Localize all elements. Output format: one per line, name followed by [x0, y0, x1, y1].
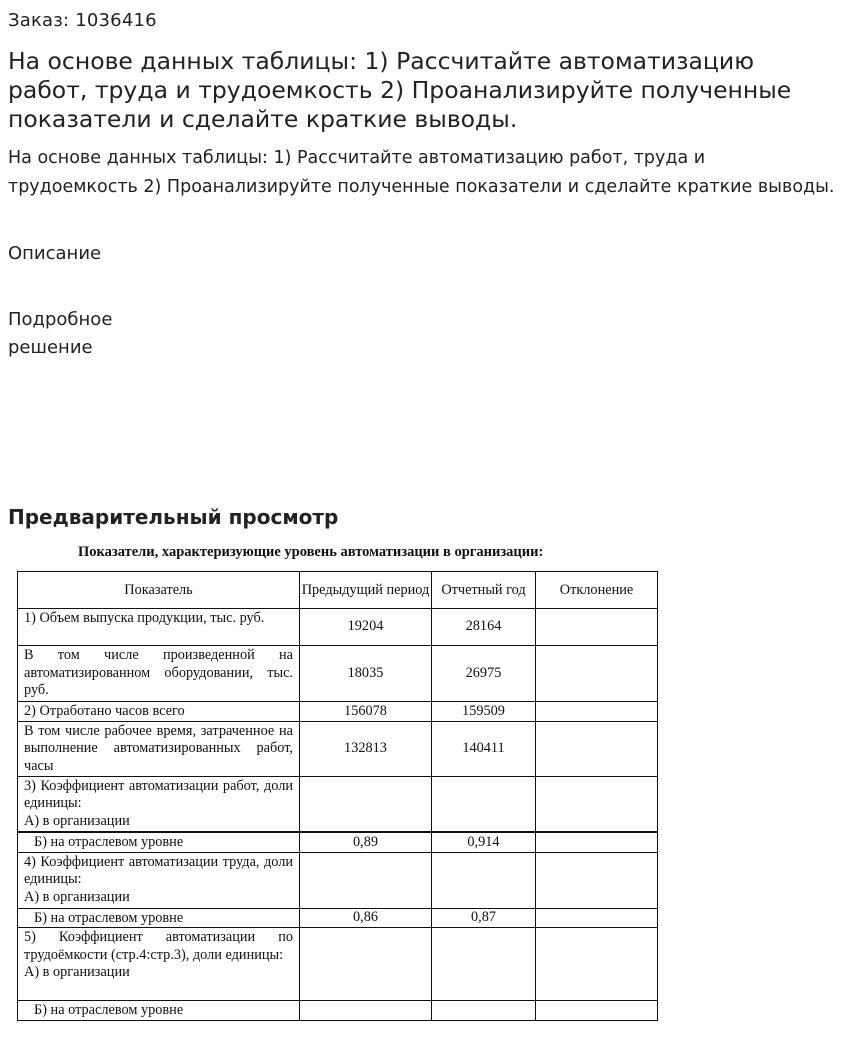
row-label: Б) на отраслевом уровне	[18, 832, 300, 852]
row-dev	[536, 908, 658, 928]
row-cur	[432, 776, 536, 832]
table-row	[18, 832, 658, 852]
row-dev	[536, 832, 658, 852]
row-dev	[536, 776, 658, 832]
row-label-main: 4) Коэффициент автоматизации труда, доли единицы:	[24, 853, 293, 887]
row-cur: 140411	[432, 721, 536, 776]
table-row	[18, 609, 658, 646]
document-title: Показатели, характеризующие уровень автоматизации в организации:	[78, 544, 544, 560]
row-prev	[300, 1001, 432, 1021]
header-indicator: Показатель	[18, 572, 300, 609]
row-cur: 26975	[432, 646, 536, 702]
table-row	[18, 928, 658, 1001]
row-label	[18, 852, 300, 908]
row-prev: 19204	[300, 609, 432, 646]
detailed-solution-label: Подробное решение	[8, 309, 113, 358]
table-row	[18, 721, 658, 776]
row-cur: 0,87	[432, 908, 536, 928]
row-label-main: 5) Коэффициент автоматизации по трудоёмкости (стр.4:стр.3), доли единицы:	[24, 929, 293, 963]
table-row	[18, 852, 658, 908]
row-prev	[300, 852, 432, 908]
row-dev	[536, 1001, 658, 1021]
task-description: На основе данных таблицы: 1) Рассчитайте автоматизацию работ, труда и трудоемкость 2) Проанализируйте полученные показатели и сделайте краткие выводы.	[8, 148, 835, 197]
header-previous: Предыдущий период	[300, 572, 432, 609]
row-prev: 0,89	[300, 832, 432, 852]
row-label: В том числе рабочее время, затраченное на выполнение автоматизированных работ, часы	[18, 721, 300, 776]
table-header-row	[18, 572, 658, 609]
row-label	[18, 928, 300, 1001]
row-dev	[536, 852, 658, 908]
row-label-sub: А) в организации	[24, 812, 130, 829]
row-prev: 156078	[300, 702, 432, 722]
row-prev	[300, 928, 432, 1001]
row-label-sub: А) в организации	[24, 964, 130, 980]
table-row	[18, 908, 658, 928]
row-cur: 159509	[432, 702, 536, 722]
row-label: Б) на отраслевом уровне	[18, 1001, 300, 1021]
row-label-main: 3) Коэффициент автоматизации работ, доли единицы:	[24, 777, 293, 811]
header-deviation: Отклонение	[536, 572, 658, 609]
row-prev: 132813	[300, 721, 432, 776]
row-label: Б) на отраслевом уровне	[18, 908, 300, 928]
preview-heading: Предварительный просмотр	[8, 505, 339, 529]
row-dev	[536, 721, 658, 776]
row-cur	[432, 928, 536, 1001]
row-label: В том числе произведенной на автоматизированном оборудовании, тыс. руб.	[18, 646, 300, 702]
automation-table	[17, 571, 658, 1021]
row-label-sub: А) в организации	[24, 888, 130, 905]
row-prev: 0,86	[300, 908, 432, 928]
document-preview	[0, 540, 847, 1040]
task-title: На основе данных таблицы: 1) Рассчитайте автоматизацию работ, труда и трудоемкость 2) Проанализируйте полученные показатели и сделайте краткие выводы.	[8, 47, 792, 133]
table-row	[18, 776, 658, 832]
row-label: 1) Объем выпуска продукции, тыс. руб.	[18, 609, 300, 646]
table-row	[18, 1001, 658, 1021]
row-dev	[536, 702, 658, 722]
row-label	[18, 776, 300, 832]
row-label: 2) Отработано часов всего	[18, 702, 300, 722]
order-number: Заказ: 1036416	[8, 10, 157, 31]
row-dev	[536, 609, 658, 646]
row-dev	[536, 646, 658, 702]
row-prev: 18035	[300, 646, 432, 702]
row-cur	[432, 1001, 536, 1021]
row-dev	[536, 928, 658, 1001]
row-cur: 0,914	[432, 832, 536, 852]
header-current: Отчетный год	[432, 572, 536, 609]
table-row	[18, 646, 658, 702]
description-label: Описание	[8, 243, 102, 264]
row-cur: 28164	[432, 609, 536, 646]
row-cur	[432, 852, 536, 908]
table-row	[18, 702, 658, 722]
row-prev	[300, 776, 432, 832]
